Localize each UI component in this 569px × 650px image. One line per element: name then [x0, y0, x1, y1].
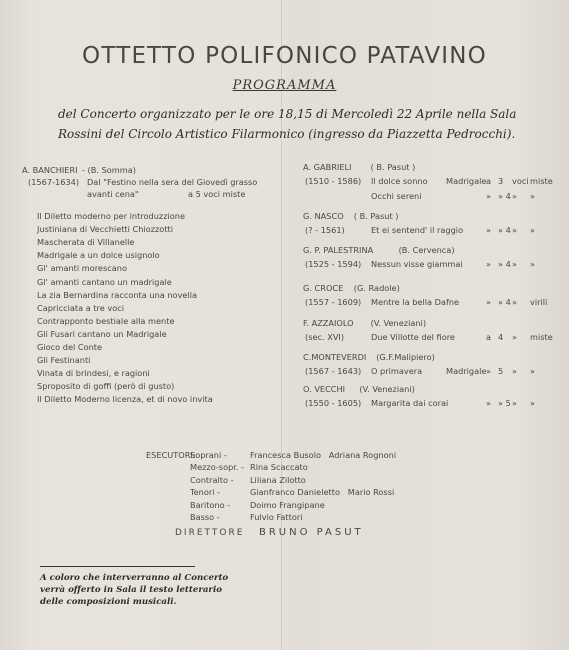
banchieri-arranger: - (B. Somma) — [82, 165, 136, 175]
composer-name: G. P. PALESTRINA — [303, 245, 374, 255]
executor-role: Mezzo-sopr. - — [190, 462, 245, 473]
executor-role: Tenori - — [190, 487, 221, 498]
executor-names: Fulvio Fattori — [250, 512, 303, 522]
banchieri-piece: Justiniana di Vecchietti Chiozzotti — [37, 224, 174, 235]
work-voice-type: » — [512, 398, 518, 408]
composer-name: C.MONTEVERDI — [303, 352, 367, 362]
banchieri-piece: Il Diletto moderno per introduzzione — [37, 211, 186, 221]
work-voice-kind: » — [530, 191, 536, 201]
work-title: Due Villotte del fiore — [371, 332, 455, 342]
banchieri-piece: Gli Fusari cantano un Madrigale — [37, 328, 167, 339]
composer-arranger: ( B. Pasut ) — [353, 211, 399, 221]
composer-name: G. CROCE — [303, 283, 344, 293]
executor-names: Gianfranco Danieletto Mario Rossi — [250, 487, 395, 498]
work-a: » — [486, 398, 492, 408]
work-title: Occhi sereni — [371, 191, 422, 201]
composer-dates: (1525 - 1594) — [305, 259, 362, 269]
work-a: » — [486, 366, 492, 376]
work-voice-kind: miste — [530, 332, 553, 342]
composer-arranger: (V. Veneziani) — [370, 318, 427, 328]
banchieri-piece: Vinata di brindesi, e ragioni — [37, 368, 150, 379]
banchieri-piece: Gioco del Conte — [37, 342, 103, 352]
work-title: Il dolce sonno — [371, 176, 428, 186]
work-voice-kind: miste — [530, 176, 553, 186]
work-voice-type: voci — [512, 176, 529, 186]
work-title: Margarita dai corai — [371, 398, 449, 408]
composer-name: G. NASCO — [303, 211, 344, 221]
work-voice-type: » — [512, 259, 518, 269]
banchieri-work-2: avanti cena" — [87, 189, 139, 199]
banchieri-piece: Contrapponto bestiale alla mente — [37, 315, 175, 326]
work-a: a — [486, 176, 492, 186]
composer-dates: (sec. XVI) — [305, 332, 345, 342]
work-a: » — [486, 259, 492, 269]
work-voices-count: 4 — [498, 332, 504, 342]
work-a: » — [486, 191, 492, 201]
composer-arranger: (G. Radole) — [353, 283, 400, 293]
work-voice-kind: virili — [530, 297, 548, 307]
work-title: O primavera — [371, 366, 423, 376]
composer-arranger: (G.F.Malipiero) — [376, 352, 435, 362]
banchieri-piece: Il Diletto Moderno licenza, et di novo invita — [37, 394, 213, 405]
work-voice-type: » — [512, 366, 518, 376]
composer-arranger: (V. Veneziani) — [359, 384, 415, 394]
work-title: Et ei sentend' il raggio — [371, 225, 464, 235]
banchieri-piece: Mascherata di Villanelle — [37, 237, 135, 248]
banchieri-piece: Gl' amanti cantano un madrigale — [37, 276, 172, 287]
work-voices-count: » 4 — [498, 297, 511, 307]
work-voices-count: » 4 — [498, 259, 511, 269]
composer-dates: (1510 - 1586) — [305, 176, 362, 186]
banchieri-piece: Sproposito di goffi (però di gusto) — [37, 381, 175, 392]
composer-name: A. GABRIELI — [303, 162, 352, 172]
work-voice-kind: » — [530, 366, 536, 376]
executor-role: Soprani - — [190, 450, 227, 460]
work-form: Madrigale — [446, 176, 487, 186]
banchieri-piece: Gli Festinanti — [37, 355, 91, 366]
composer-arranger: ( B. Pasut ) — [370, 162, 416, 172]
banchieri-composer: A. BANCHIERI — [22, 165, 78, 175]
work-voices-count: » 5 — [498, 398, 511, 408]
composer-dates: (? - 1561) — [305, 225, 345, 235]
composer-name: O. VECCHI — [303, 384, 346, 394]
director-line — [175, 527, 364, 538]
executor-role: Contralto - — [190, 474, 234, 485]
banchieri-piece: La zia Bernardina racconta una novella — [37, 289, 198, 300]
program-heading: PROGRAMMA — [232, 78, 337, 93]
ensemble-title: OTTETTO POLIFONICO PATAVINO — [82, 43, 487, 69]
banchieri-work: Dal "Festino nella sera del Giovedì grasso — [87, 177, 258, 187]
director-name: BRUNO PASUT — [258, 527, 364, 538]
work-voice-kind: » — [530, 259, 536, 269]
banchieri-piece: Gl' amanti morescano — [37, 263, 127, 274]
executor-names: Rina Scaccato — [250, 462, 308, 473]
work-voice-type: » — [512, 297, 518, 307]
composer-dates: (1550 - 1605) — [305, 398, 362, 408]
work-voices-count: 5 — [498, 366, 504, 376]
fold-crease — [281, 0, 282, 650]
work-title: Mentre la bella Dafne — [371, 297, 460, 307]
note-rule — [40, 566, 195, 567]
composer-dates: (1557 - 1609) — [305, 297, 362, 307]
work-voice-type: » — [512, 225, 518, 235]
executor-names: Doimo Frangipane — [250, 499, 325, 510]
composer-dates: (1567 - 1643) — [305, 366, 362, 376]
work-voices-count: » 4 — [498, 225, 511, 235]
director-label: DIRETTORE — [175, 528, 245, 538]
executors-label: ESECUTORI: — [146, 450, 196, 460]
concert-intro: del Concerto organizzato per le ore 18,15 di Mercoledì 22 Aprile nella Sala Rossini del Circolo Artistico Filarmonico (ingresso da Piazzetta Pedrocchi). — [58, 107, 517, 141]
work-a: » — [486, 225, 492, 235]
banchieri-voices: a 5 voci miste — [188, 189, 246, 199]
work-voice-kind: » — [530, 398, 536, 408]
banchieri-piece: Capricciata a tre voci — [37, 302, 124, 313]
composer-name: F. AZZAIOLO — [303, 318, 354, 328]
footer-note: A coloro che interverranno al Concerto verrà offerto in Sala il testo letterario delle composizioni musicali. — [40, 573, 229, 607]
work-form: Madrigale — [446, 366, 487, 376]
work-voices-count: 3 — [498, 176, 504, 186]
composer-arranger: (B. Cervenca) — [398, 245, 455, 255]
work-title: Nessun visse giammai — [371, 259, 463, 269]
work-voice-type: » — [512, 191, 518, 201]
banchieri-dates: (1567-1634) — [28, 177, 80, 187]
work-voice-kind: » — [530, 225, 536, 235]
work-a: a — [486, 332, 492, 342]
executor-names: Francesca Busolo Adriana Rognoni — [250, 450, 397, 460]
executor-role: Baritono - — [190, 499, 231, 510]
work-voice-type: » — [512, 332, 518, 342]
banchieri-piece: Madrigale a un dolce usignolo — [37, 250, 160, 261]
work-a: » — [486, 297, 492, 307]
executor-names: Liliana Zilotto — [250, 474, 306, 485]
executor-role: Basso - — [190, 512, 220, 522]
work-voices-count: » 4 — [498, 191, 511, 201]
